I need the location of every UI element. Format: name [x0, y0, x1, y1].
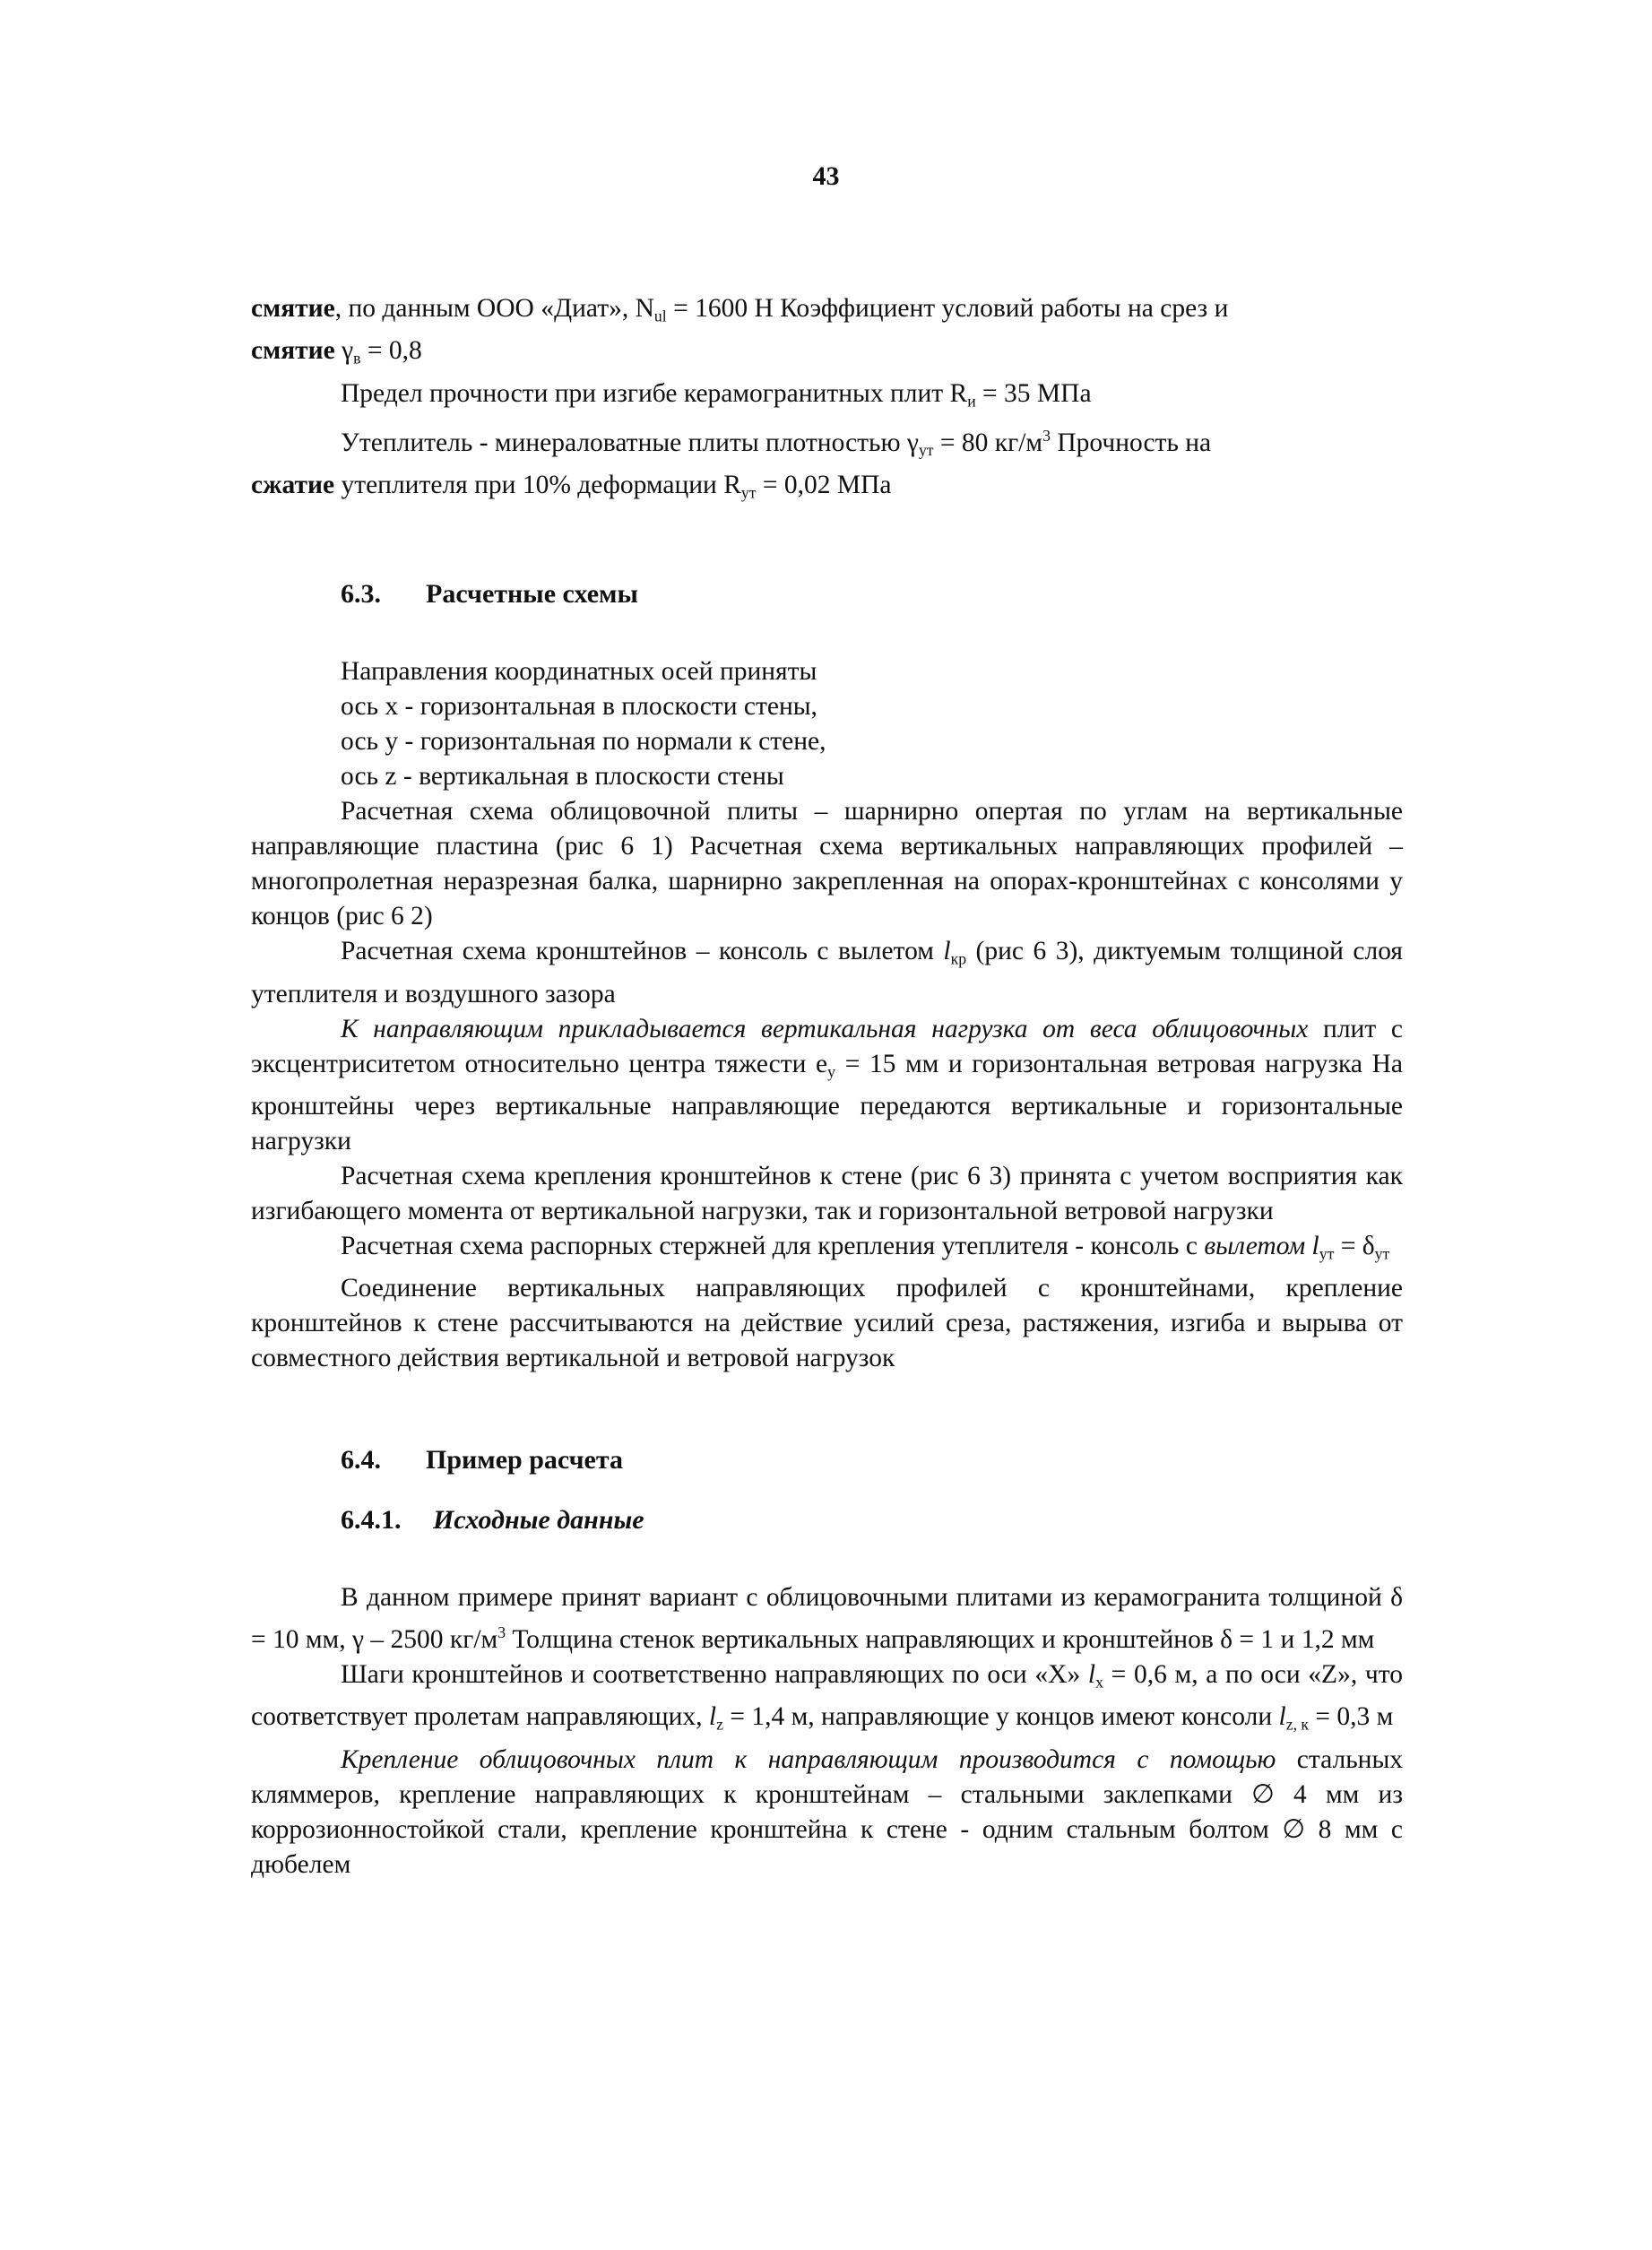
- section-heading-6-3: 6.3. Расчетные схемы: [341, 579, 638, 610]
- scheme-paragraph-5: Расчетная схема распорных стержней для крепления утеплителя - консоль с вылетом $l_{ут} = \delta_{ут}$: [341, 1231, 1390, 1263]
- section-heading-6-4-1: 6.4.1. Исходные данные: [341, 1505, 644, 1536]
- scheme-paragraph-2: Расчетная схема кронштейнов – консоль с вылетом $l_{кр}$ (рис 6 3), диктуемым толщиной слоя утеплителя и воздушного зазора: [251, 937, 1403, 1008]
- scheme-paragraph-3: К направляющим прикладывается вертикальная нагрузка от веса облицовочных плит с эксцентриситетом относительно центра тяжести $e_y = 15$ мм и горизонтальная ветровая нагрузка На кронштейны через вертикальные направляющие передаются вертикальные и горизонтальные нагрузки: [251, 1014, 1404, 1155]
- axis-x-line: ось x - горизонтальная в плоскости стены,: [341, 692, 817, 722]
- axis-z-line: ось z - вертикальная в плоскости стены: [341, 762, 784, 792]
- intro-paragraph-1: смятие, по данным ООО «Диат», $N_{ul} = 1600$ Н Коэффициент условий работы на срез и смятие $\gamma_в = 0,8$: [251, 294, 1229, 368]
- scheme-paragraph-4: Расчетная схема крепления кронштейнов к стене (рис 6 3) принята с учетом восприятия как изгибающего момента от вертикальной нагрузки, так и горизонтальной ветровой нагрузки: [251, 1161, 1403, 1225]
- axis-y-line: ось y - горизонтальная по нормали к стене,: [341, 727, 826, 757]
- data-paragraph-1: В данном примере принят вариант с облицовочными плитами из керамогранита толщиной δ = 10 мм, γ – 2500 $кг/м^3$ Толщина стенок вертикальных направляющих и кронштейнов δ = 1 и 1,2 мм: [251, 1583, 1403, 1655]
- intro-paragraph-3: Утеплитель - минераловатные плиты плотностью $\gamma_{ут} = 80$ $кг/м^3$ Прочность на сжатие утеплителя при 10% деформации $R_{ут} = 0,02$ МПа: [251, 426, 1212, 502]
- scheme-paragraph-1: Расчетная схема облицовочной плиты – шарнирно опертая по углам на вертикальные направляющие пластина (рис 6 1) Расчетная схема вертикальных направляющих профилей – многопролетная неразрезная балка, шарнирно закрепленная на опорах-кронштейнах с консолями у концов (рис 6 2): [251, 797, 1403, 931]
- axes-intro: Направления координатных осей приняты: [341, 657, 817, 687]
- intro-paragraph-2: Предел прочности при изгибе керамогранитных плит $R_и = 35$ МПа: [341, 378, 1092, 410]
- data-paragraph-2: Шаги кронштейнов и соответственно направляющих по оси «X» $l_x = 0,6$ м, а по оси «Z», что соответствует пролетам направляющих, $l_z = 1,4$ м, направляющие у концов имеют консоли $l_{z, к} = 0,3$ м: [251, 1660, 1403, 1734]
- scheme-paragraph-6: Соединение вертикальных направляющих профилей с кронштейнами, крепление кронштейнов к стене рассчитываются на действие усилий среза, растяжения, изгиба и вырыва от совместного действия вертикальной и ветровой нагрузок: [251, 1274, 1403, 1373]
- page-content: [251, 291, 1403, 1882]
- page-number: 43: [812, 161, 840, 191]
- data-paragraph-3: Крепление облицовочных плит к направляющим производится с помощью стальных кляммеров, крепление направляющих к кронштейнам – стальными заклепками ∅ 4 мм из коррозионностойкой стали, крепление кронштейна к стене - одним стальным болтом ∅ 8 мм с дюбелем: [251, 1744, 1404, 1879]
- section-heading-6-4: 6.4. Пример расчета: [341, 1445, 623, 1475]
